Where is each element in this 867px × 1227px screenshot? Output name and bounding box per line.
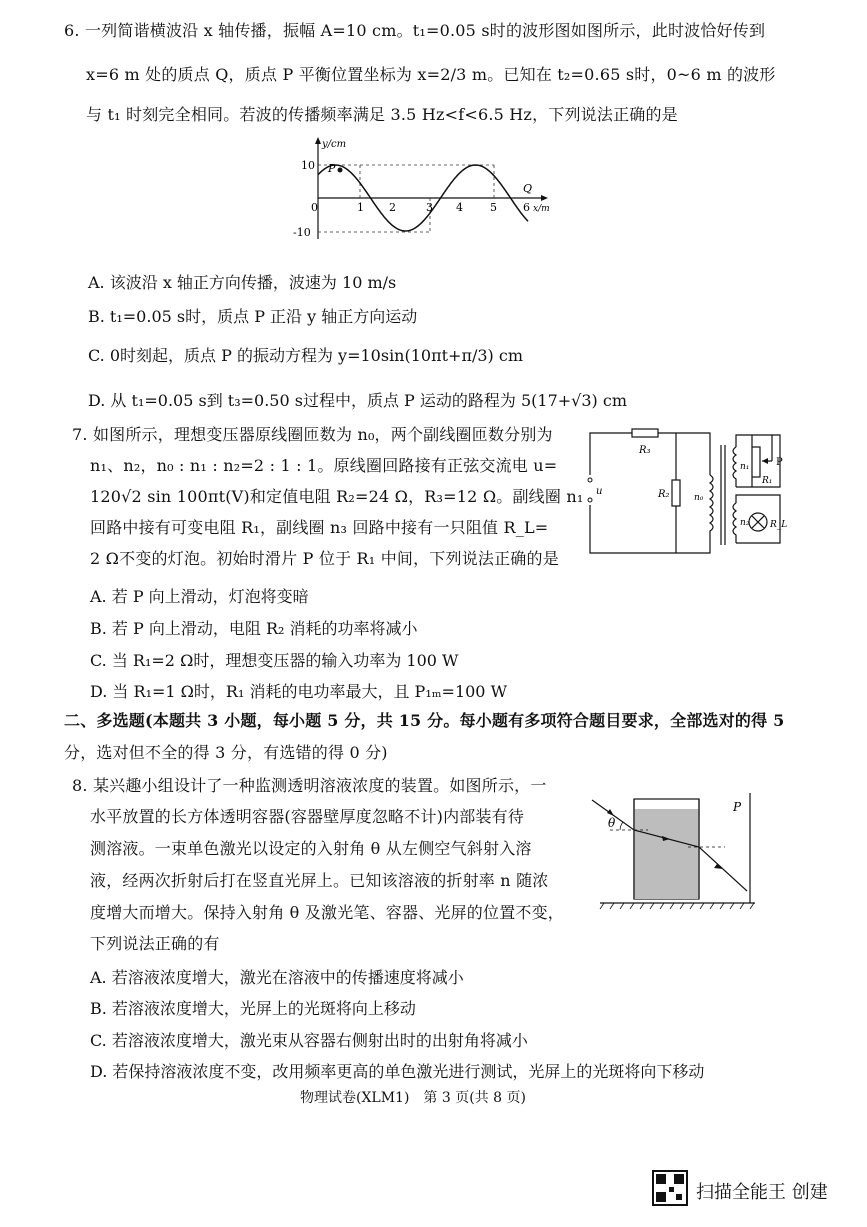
q6-line3: 与 t₁ 时刻完全相同。若波的传播频率满足 3.5 Hz<f<6.5 Hz，下列说法正确的是	[86, 105, 678, 124]
q8-line6: 下列说法正确的有	[90, 934, 220, 953]
ground-hatch	[600, 903, 754, 909]
x-tick-5: 5	[490, 201, 497, 214]
terminal-top	[588, 478, 592, 482]
q8-option-b: B. 若溶液浓度增大，光屏上的光斑将向上移动	[90, 999, 416, 1018]
x-tick-6: 6	[523, 201, 530, 214]
scanner-watermark: 扫描全能王 创建	[696, 1182, 828, 1203]
x-tick-2: 2	[389, 201, 396, 214]
label-p: P	[328, 162, 336, 175]
q8-option-a: A. 若溶液浓度增大，激光在溶液中的传播速度将减小	[90, 968, 464, 987]
label-p: P	[776, 457, 783, 468]
label-u: u	[596, 486, 603, 497]
page-footer: 物理试卷(XLM1) 第 3 页(共 8 页)	[300, 1090, 526, 1106]
point-p	[338, 168, 343, 173]
q6-option-c: C. 0时刻起，质点 P 的振动方程为 y=10sin(10πt+π/3) cm	[88, 346, 523, 365]
q8-line4: 液，经两次折射后打在竖直光屏上。已知该溶液的折射率 n 随浓	[90, 871, 549, 890]
label-rl: R_L	[770, 520, 788, 530]
wire-bottom	[590, 505, 710, 553]
q6-option-a: A. 该波沿 x 轴正方向传播，波速为 10 m/s	[88, 273, 397, 292]
terminal-bottom	[588, 498, 592, 502]
label-n2: n₂	[740, 518, 750, 528]
q7-line1: 7. 如图所示，理想变压器原线圈匝数为 n₀，两个副线圈匝数分别为	[72, 425, 553, 444]
q6-option-b: B. t₁=0.05 s时，质点 P 正沿 y 轴正方向运动	[88, 307, 418, 326]
coil-n1	[733, 447, 736, 487]
q7-line5: 2 Ω不变的灯泡。初始时滑片 P 位于 R₁ 中间，下列说法正确的是	[90, 549, 559, 568]
q6-line2: x=6 m 处的质点 Q，质点 P 平衡位置坐标为 x=2/3 m。已知在 t₂=0.65 s时，0~6 m 的波形	[86, 65, 776, 84]
label-screen-p: P	[733, 800, 742, 814]
qr-code-icon	[652, 1170, 688, 1206]
q7-option-d: D. 当 R₁=1 Ω时，R₁ 消耗的电功率最大，且 P₁ₘ=100 W	[90, 682, 508, 701]
label-q: Q	[523, 182, 533, 195]
q7-line2: n₁、n₂，n₀ : n₁ : n₂=2 : 1 : 1。原线圈回路接有正弦交流电 u=	[90, 456, 558, 475]
beam-arrow-1	[607, 809, 614, 816]
label-n1: n₁	[740, 462, 750, 472]
resistor-r2	[672, 480, 680, 506]
y-tick-10: 10	[301, 159, 315, 172]
q6-option-d: D. 从 t₁=0.05 s到 t₃=0.50 s过程中，质点 P 运动的路程为 5(17+√3) cm	[88, 391, 627, 410]
x-axis-arrow	[541, 195, 548, 201]
q7-option-c: C. 当 R₁=2 Ω时，理想变压器的输入功率为 100 W	[90, 651, 459, 670]
q8-option-c: C. 若溶液浓度增大，激光束从容器右侧射出时的出射角将减小	[90, 1031, 528, 1050]
q6-line1: 6. 一列简谐横波沿 x 轴传播，振幅 A=10 cm。t₁=0.05 s时的波形图如图所示，此时波恰好传到	[64, 21, 766, 40]
q7-option-a: A. 若 P 向上滑动，灯泡将变暗	[90, 587, 309, 606]
slider-arrow	[762, 458, 768, 464]
angle-arc	[620, 822, 623, 830]
refraction-figure	[590, 785, 775, 915]
x-tick-1: 1	[357, 201, 364, 214]
x-axis-label: x/m	[533, 204, 550, 214]
resistor-r1	[752, 447, 760, 477]
label-r3: R₃	[639, 445, 651, 456]
label-theta: θ	[608, 816, 616, 830]
section2-heading-line2: 分，选对但不全的得 3 分，有选错的得 0 分)	[64, 743, 388, 762]
wire-top-left	[590, 433, 632, 475]
q8-line3: 测溶液。一束单色激光以设定的入射角 θ 从左侧空气斜射入溶	[90, 839, 532, 858]
coil-n2	[733, 503, 736, 543]
coil-n0	[710, 475, 713, 535]
wave-graph	[290, 135, 550, 245]
section2-heading-line1: 二、多选题(本题共 3 小题，每小题 5 分，共 15 分。每小题有多项符合题目要求，全部选对的得 5	[64, 711, 785, 730]
transformer-circuit	[580, 425, 795, 560]
q7-option-b: B. 若 P 向上滑动，电阻 R₂ 消耗的功率将减小	[90, 619, 418, 638]
y-axis-label: y/cm	[322, 139, 347, 150]
label-r1: R₁	[762, 476, 773, 486]
x-tick-3: 3	[426, 201, 433, 214]
label-n0: n₀	[694, 493, 704, 503]
resistor-r3	[632, 429, 658, 437]
q8-option-d: D. 若保持溶液浓度不变，改用频率更高的单色激光进行测试，光屏上的光斑将向下移动	[90, 1062, 705, 1081]
wire-top-right	[658, 433, 710, 475]
y-tick-neg10: -10	[293, 226, 311, 239]
q8-line5: 度增大而增大。保持入射角 θ 及激光笔、容器、光屏的位置不变，	[90, 903, 565, 922]
q7-line4: 回路中接有可变电阻 R₁，副线圈 n₃ 回路中接有一只阻值 R_L=	[90, 518, 549, 537]
y-axis-arrow	[315, 137, 321, 144]
q7-line3: 120√2 sin 100πt(V)和定值电阻 R₂=24 Ω，R₃=12 Ω。副线圈 n₁	[90, 487, 584, 506]
q8-line2: 水平放置的长方体透明容器(容器壁厚度忽略不计)内部装有待	[90, 807, 525, 826]
q8-line1: 8. 某兴趣小组设计了一种监测透明溶液浓度的装置。如图所示，一	[72, 776, 547, 795]
x-tick-4: 4	[456, 201, 463, 214]
solution	[634, 809, 699, 899]
origin-label: 0	[311, 201, 318, 214]
label-r2: R₂	[658, 489, 670, 500]
